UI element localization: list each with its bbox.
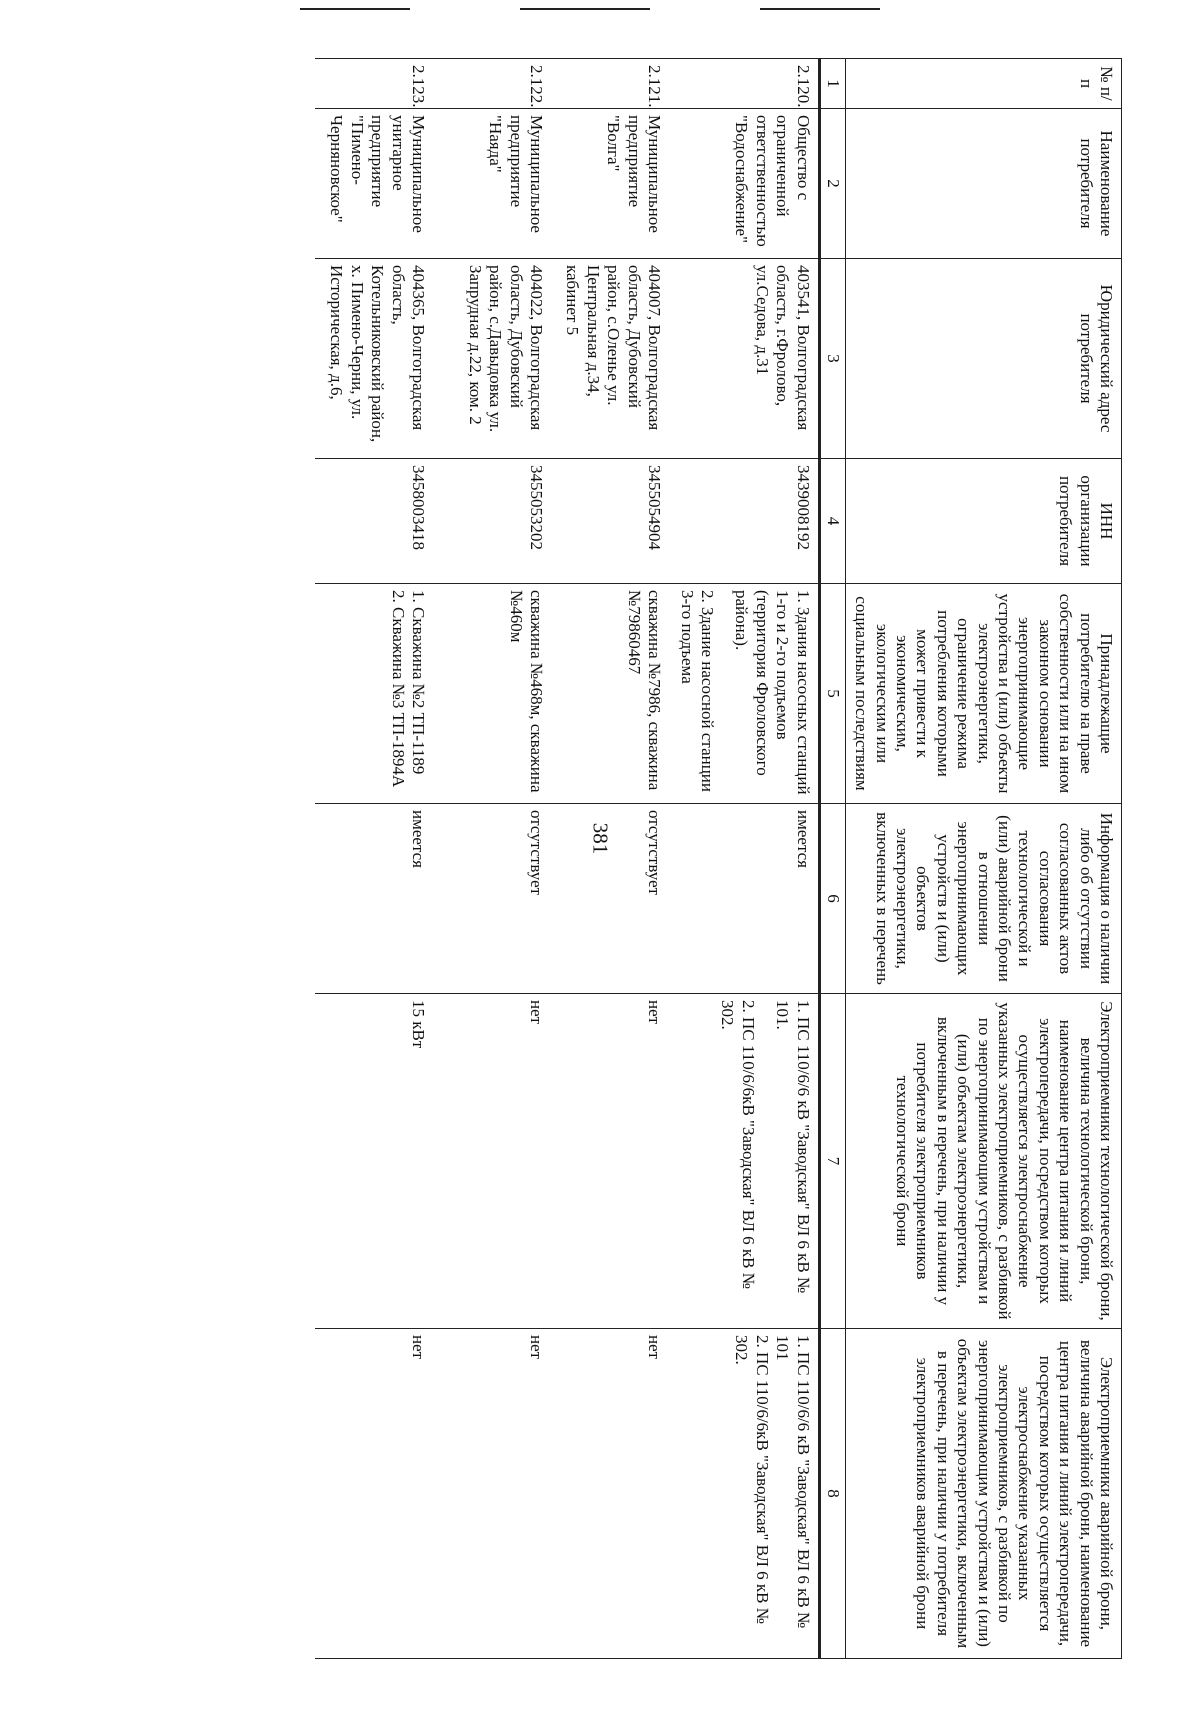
consumer-name: Муниципальное предприятие "Волга" — [551, 109, 669, 259]
consumer-devices — [551, 584, 669, 804]
device-item: скважина №468м, скважина №460м — [506, 590, 547, 793]
tech-reserve — [315, 994, 433, 1329]
header-cell: № п/п — [845, 59, 1121, 109]
consumer-inn: 3455054904 — [551, 459, 669, 584]
tech-reserve-item: нет — [527, 1000, 547, 1025]
emergency-reserve-item: нет — [527, 1335, 547, 1360]
tech-reserve — [433, 994, 551, 1329]
consumer-inn: 3455053202 — [433, 459, 551, 584]
consumer-address: 404007, Волгоградская область, Дубовский район, с.Оленье ул. Центральная д.34, кабинет 5 — [551, 259, 669, 459]
header-cell: Принадлежащие потребителю на праве собственности или на ином законном основании энергопринимающие устройства и (или) объекты электроэнергетики, ограничение режима потребления которыми может привести к экономическим, экологическим или социальным последствиям — [845, 584, 1121, 804]
column-number: 3 — [819, 259, 845, 459]
table-row — [315, 59, 433, 1659]
column-number: 2 — [819, 109, 845, 259]
scan-edge-mark — [520, 8, 650, 10]
column-number: 6 — [819, 804, 845, 994]
tech-reserve — [669, 994, 819, 1329]
emergency-reserve-item: нет — [645, 1335, 665, 1360]
header-cell: Юридический адрес потребителя — [845, 259, 1121, 459]
table-header — [819, 59, 1121, 1659]
consumer-address: 404022, Волгоградская область, Дубовский район, с.Давыдовка ул. Запрудная д.22, ком. 2 — [433, 259, 551, 459]
table-row — [669, 59, 819, 1659]
consumer-name: Муниципальное унитарное предприятие "Пимено-Черняновское" — [315, 109, 433, 259]
device-item: 2. Скважина №3 ТП-1894А — [388, 590, 408, 788]
emergency-reserve-item: 2. ПС 110/6/6кВ "Заводская" ВЛ 6 кВ № 302. — [732, 1335, 772, 1624]
acts-status: имеется — [669, 804, 819, 994]
row-number: 2.123. — [315, 59, 433, 109]
tech-reserve-item: 15 кВт — [409, 1000, 429, 1049]
acts-status: отсутствует — [551, 804, 669, 994]
consumer-address: 404365, Волгоградская область, Котельниковский район, х. Пимено-Черни, ул. Историческая, д.6, — [315, 259, 433, 459]
consumer-name: Муниципальное предприятие "Наяда" — [433, 109, 551, 259]
consumer-address: 403541, Волгоградская область, г.Фролово, ул.Седова, д.31 — [669, 259, 819, 459]
header-cell: Информация о наличии либо об отсутствии согласованных актов согласования технологической и (или) аварийной брони в отношении энергопринимающих устройств и (или) объектов электроэнергетики, включенных в перечень — [845, 804, 1121, 994]
header-cell: Наименование потребителя — [845, 109, 1121, 259]
row-number: 2.120. — [669, 59, 819, 109]
page-number: 381 — [588, 822, 613, 855]
consumer-devices — [669, 584, 819, 804]
device-item: скважина №7986, скважина №79860467 — [624, 590, 665, 791]
consumer-devices — [315, 584, 433, 804]
consumer-registry-table — [315, 58, 1122, 1659]
consumer-inn: 3458003418 — [315, 459, 433, 584]
acts-status: отсутствует — [433, 804, 551, 994]
tech-reserve-item: 1. ПС 110/6/6 кВ "Заводская" ВЛ 6 кВ № 101. — [773, 1000, 813, 1294]
device-item: 2. Здание насосной станции 3-го подъема — [677, 590, 717, 792]
emergency-reserve-item: 1. ПС 110/6/6 кВ "Заводская" ВЛ 6 кВ № 101 — [773, 1335, 813, 1629]
column-number: 7 — [819, 994, 845, 1329]
emergency-reserve — [669, 1329, 819, 1659]
column-number: 5 — [819, 584, 845, 804]
acts-status: имеется — [315, 804, 433, 994]
consumer-devices — [433, 584, 551, 804]
emergency-reserve — [433, 1329, 551, 1659]
header-cell: Электроприемники технологической брони, величина технологической брони, наименование центра питания и линий электропередачи, посредством которых осуществляется электроснабжение указанных электроприемников, с разбивкой по энергопринимающим устройствам и (или) объектам электроэнергетики, включенным в перечень, при наличии у потребителя электроприемников технологической брони — [845, 994, 1121, 1329]
header-cell: ИНН организации потребителя — [845, 459, 1121, 584]
emergency-reserve-item: нет — [409, 1335, 429, 1360]
consumer-inn: 3439008192 — [669, 459, 819, 584]
tech-reserve-item: 2. ПС 110/6/6кВ "Заводская" ВЛ 6 кВ № 302. — [718, 1000, 758, 1289]
column-number: 8 — [819, 1329, 845, 1659]
emergency-reserve — [551, 1329, 669, 1659]
scan-edge-mark — [760, 8, 880, 10]
tech-reserve-item: нет — [645, 1000, 665, 1025]
table-row — [551, 59, 669, 1659]
device-item: 1. Здания насосных станций 1-го и 2-го подъемов (территория Фроловского района). — [732, 590, 813, 795]
scan-edge-mark — [300, 8, 410, 10]
column-number: 1 — [819, 59, 845, 109]
row-number: 2.122. — [433, 59, 551, 109]
header-cell: Электроприемники аварийной брони, величина аварийной брони, наименование центра питания и линий электропередачи, посредством которых осуществляется электроснабжение указанных электроприемников, с разбивкой по энергопринимающим устройствам и (или) объектам электроэнергетики, включенным в перечень, при наличии у потребителя электроприемников аварийной брони — [845, 1329, 1121, 1659]
device-item: 1. Скважина №2 ТП-1189 — [409, 590, 429, 775]
column-number: 4 — [819, 459, 845, 584]
consumer-name: Общество с ограниченной ответственностью "Водоснабжение" — [669, 109, 819, 259]
table-row — [433, 59, 551, 1659]
row-number: 2.121. — [551, 59, 669, 109]
emergency-reserve — [315, 1329, 433, 1659]
tech-reserve — [551, 994, 669, 1329]
